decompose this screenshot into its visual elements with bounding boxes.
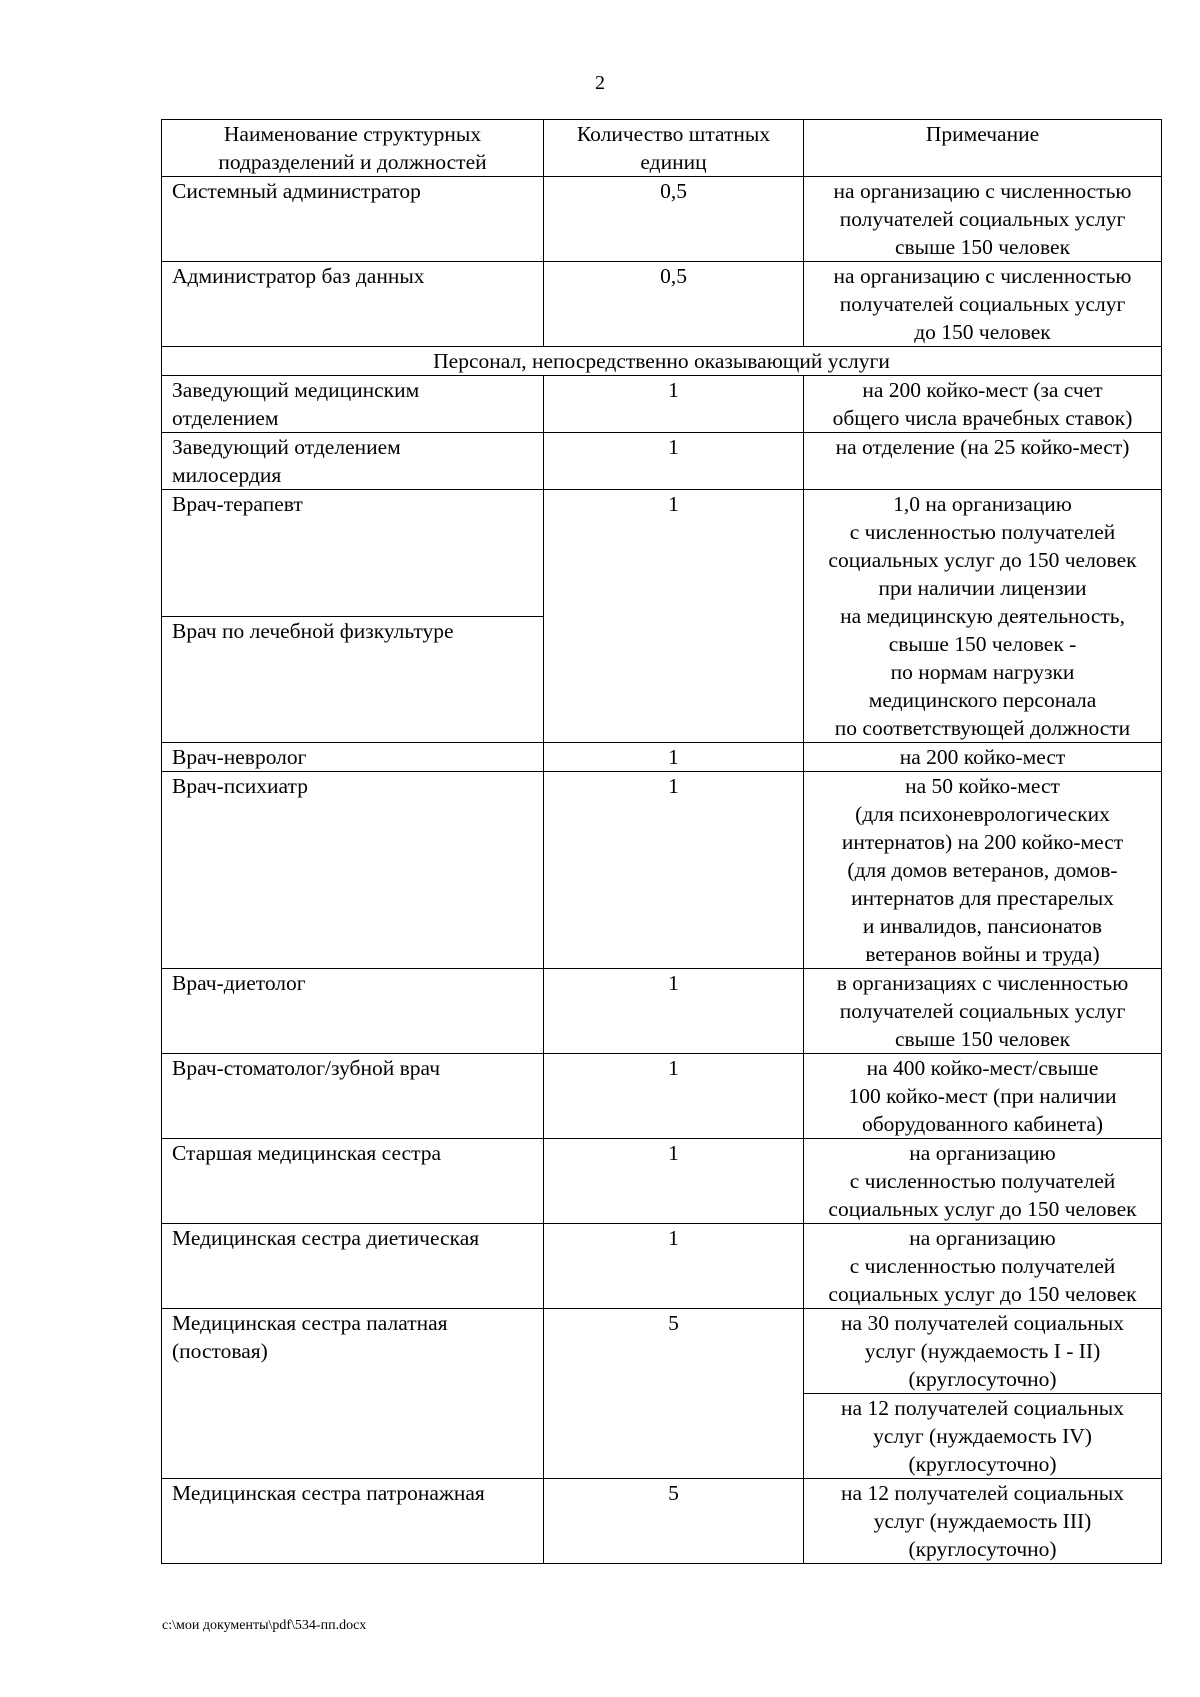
position-name-line: Врач-стоматолог/зубной врач bbox=[172, 1056, 441, 1080]
quantity-cell-line: 1 bbox=[668, 971, 679, 995]
quantity-cell-line: 1 bbox=[668, 774, 679, 798]
position-name-line: отделением bbox=[172, 406, 279, 430]
note-cell bbox=[804, 1479, 1162, 1564]
note-cell-line: на 12 получателей социальных bbox=[841, 1481, 1124, 1505]
note-cell-line: (для психоневрологических bbox=[855, 802, 1110, 826]
note-cell-line: свыше 150 человек - bbox=[888, 632, 1077, 656]
quantity-cell-line: 1 bbox=[668, 1226, 679, 1250]
position-name-line: Медицинская сестра патронажная bbox=[172, 1481, 485, 1505]
note-cell-line: на организацию bbox=[909, 1226, 1056, 1250]
note-cell bbox=[804, 1309, 1162, 1394]
header-note bbox=[804, 120, 1162, 177]
note-cell-line: до 150 человек bbox=[914, 320, 1051, 344]
header-note-line: Примечание bbox=[925, 122, 1040, 146]
quantity-cell-line: 1 bbox=[668, 492, 679, 516]
quantity-cell-line: 1 bbox=[668, 435, 679, 459]
note-cell-line: на 400 койко-мест/свыше bbox=[866, 1056, 1099, 1080]
quantity-cell bbox=[544, 1224, 804, 1309]
note-cell-line: на организацию с численностью bbox=[833, 179, 1132, 203]
note-cell-line: (круглосуточно) bbox=[908, 1452, 1057, 1476]
table-row bbox=[162, 1054, 1162, 1139]
note-cell-line: услуг (нуждаемость I - II) bbox=[864, 1339, 1101, 1363]
position-name bbox=[162, 1054, 544, 1139]
note-cell bbox=[804, 177, 1162, 262]
quantity-cell bbox=[544, 1309, 804, 1479]
table-row bbox=[162, 490, 1162, 617]
note-cell-line: с численностью получателей bbox=[849, 1169, 1116, 1193]
note-cell bbox=[804, 743, 1162, 772]
position-name bbox=[162, 177, 544, 262]
note-cell-line: на 200 койко-мест bbox=[899, 745, 1066, 769]
position-name bbox=[162, 376, 544, 433]
note-cell-line: на 200 койко-мест (за счет bbox=[862, 378, 1103, 402]
note-cell-line: социальных услуг до 150 человек bbox=[828, 1282, 1137, 1306]
note-cell-line: по нормам нагрузки bbox=[890, 660, 1075, 684]
position-name bbox=[162, 1224, 544, 1309]
position-name bbox=[162, 433, 544, 490]
quantity-cell bbox=[544, 969, 804, 1054]
note-cell-line: социальных услуг до 150 человек bbox=[828, 548, 1137, 572]
position-name-line: Старшая медицинская сестра bbox=[172, 1141, 442, 1165]
quantity-cell bbox=[544, 1054, 804, 1139]
table-header-row bbox=[162, 120, 1162, 177]
table-row bbox=[162, 969, 1162, 1054]
note-cell-line: получателей социальных услуг bbox=[839, 292, 1126, 316]
quantity-cell-line: 5 bbox=[668, 1481, 679, 1505]
position-name-line: милосердия bbox=[172, 463, 282, 487]
quantity-cell-line: 1 bbox=[668, 1056, 679, 1080]
note-cell-line: социальных услуг до 150 человек bbox=[828, 1197, 1137, 1221]
note-cell-line: услуг (нуждаемость IV) bbox=[873, 1424, 1092, 1448]
position-name-line: Администратор баз данных bbox=[172, 264, 425, 288]
table-row bbox=[162, 1479, 1162, 1564]
table-row bbox=[162, 1309, 1162, 1394]
note-cell-line: свыше 150 человек bbox=[894, 235, 1071, 259]
note-cell bbox=[804, 1139, 1162, 1224]
position-name-line: Заведующий отделением bbox=[172, 435, 401, 459]
position-name-line: Врач-психиатр bbox=[172, 774, 308, 798]
position-name bbox=[162, 969, 544, 1054]
note-cell bbox=[804, 1224, 1162, 1309]
quantity-cell-line: 0,5 bbox=[660, 179, 687, 203]
note-cell-line: общего числа врачебных ставок) bbox=[832, 406, 1133, 430]
position-name bbox=[162, 490, 544, 617]
note-cell-line: при наличии лицензии bbox=[878, 576, 1087, 600]
section-row bbox=[162, 347, 1162, 376]
note-cell-line: получателей социальных услуг bbox=[839, 999, 1126, 1023]
note-cell-line: на организацию bbox=[909, 1141, 1056, 1165]
quantity-cell bbox=[544, 262, 804, 347]
position-name bbox=[162, 616, 544, 743]
note-cell bbox=[804, 1054, 1162, 1139]
table-row bbox=[162, 177, 1162, 262]
note-cell-line: на организацию с численностью bbox=[833, 264, 1132, 288]
position-name-line: (постовая) bbox=[172, 1339, 268, 1363]
note-cell-line: получателей социальных услуг bbox=[839, 207, 1126, 231]
note-cell bbox=[804, 433, 1162, 490]
section-title: Персонал, непосредственно оказывающий услуги bbox=[162, 347, 1162, 376]
staffing-table bbox=[161, 119, 1162, 1564]
quantity-cell bbox=[544, 177, 804, 262]
note-cell bbox=[804, 490, 1162, 743]
note-cell bbox=[804, 1394, 1162, 1479]
quantity-cell bbox=[544, 490, 804, 743]
table-row bbox=[162, 772, 1162, 969]
position-name-line: Врач-диетолог bbox=[172, 971, 306, 995]
note-cell-line: интернатов) на 200 койко-мест bbox=[841, 830, 1124, 854]
position-name bbox=[162, 262, 544, 347]
note-cell-line: ветеранов войны и труда) bbox=[865, 942, 1100, 966]
note-cell-line: на 12 получателей социальных bbox=[841, 1396, 1124, 1420]
position-name-line: Врач-невролог bbox=[172, 745, 307, 769]
note-cell bbox=[804, 262, 1162, 347]
note-cell-line: в организациях с численностью bbox=[836, 971, 1129, 995]
position-name-line: Медицинская сестра палатная bbox=[172, 1311, 448, 1335]
position-name bbox=[162, 1139, 544, 1224]
note-cell-line: 1,0 на организацию bbox=[893, 492, 1072, 516]
note-cell-line: оборудованного кабинета) bbox=[861, 1112, 1104, 1136]
note-cell bbox=[804, 969, 1162, 1054]
note-cell-line: (для домов ветеранов, домов- bbox=[847, 858, 1118, 882]
note-cell-line: свыше 150 человек bbox=[894, 1027, 1071, 1051]
position-name bbox=[162, 1309, 544, 1479]
quantity-cell-line: 5 bbox=[668, 1311, 679, 1335]
note-cell-line: с численностью получателей bbox=[849, 520, 1116, 544]
quantity-cell bbox=[544, 772, 804, 969]
position-name-line: Врач по лечебной физкультуре bbox=[172, 618, 454, 643]
note-cell-line: на 50 койко-мест bbox=[905, 774, 1060, 798]
note-cell-line: услуг (нуждаемость III) bbox=[873, 1509, 1092, 1533]
quantity-cell-line: 1 bbox=[668, 378, 679, 402]
note-cell-line: (круглосуточно) bbox=[908, 1537, 1057, 1561]
quantity-cell-line: 1 bbox=[668, 1141, 679, 1165]
file-path-footer: c:\мои документы\pdf\534-пп.docx bbox=[162, 1618, 367, 1633]
position-name-line: Системный администратор bbox=[172, 179, 421, 203]
table-row bbox=[162, 376, 1162, 433]
table-row bbox=[162, 1224, 1162, 1309]
table-row bbox=[162, 743, 1162, 772]
position-name-line: Врач-терапевт bbox=[172, 492, 303, 516]
note-cell-line: интернатов для престарелых bbox=[851, 886, 1114, 910]
note-cell-line: на отделение (на 25 койко-мест) bbox=[835, 435, 1130, 459]
note-cell-line: и инвалидов, пансионатов bbox=[862, 914, 1103, 938]
note-cell-line: (круглосуточно) bbox=[908, 1367, 1057, 1391]
header-quantity-line: Количество штатных bbox=[576, 122, 771, 146]
table-row bbox=[162, 262, 1162, 347]
quantity-cell bbox=[544, 1479, 804, 1564]
quantity-cell bbox=[544, 1139, 804, 1224]
note-cell-line: с численностью получателей bbox=[849, 1254, 1116, 1278]
position-name bbox=[162, 772, 544, 969]
note-cell-line: по соответствующей должности bbox=[834, 716, 1131, 740]
quantity-cell-line: 1 bbox=[668, 745, 679, 769]
header-name bbox=[162, 120, 544, 177]
note-cell-line: 100 койко-мест (при наличии bbox=[848, 1084, 1117, 1108]
note-cell bbox=[804, 772, 1162, 969]
header-name-line: подразделений и должностей bbox=[218, 150, 487, 174]
quantity-cell bbox=[544, 743, 804, 772]
header-name-line: Наименование структурных bbox=[223, 122, 482, 146]
table-row bbox=[162, 1139, 1162, 1224]
note-cell-line: медицинского персонала bbox=[868, 688, 1097, 712]
quantity-cell-line: 0,5 bbox=[660, 264, 687, 288]
position-name bbox=[162, 743, 544, 772]
position-name bbox=[162, 1479, 544, 1564]
position-name-line: Заведующий медицинским bbox=[172, 378, 420, 402]
table-row bbox=[162, 433, 1162, 490]
quantity-cell bbox=[544, 376, 804, 433]
note-cell bbox=[804, 376, 1162, 433]
note-cell-line: на 30 получателей социальных bbox=[841, 1311, 1124, 1335]
page-number: 2 bbox=[595, 72, 605, 94]
note-cell-line: на медицинскую деятельность, bbox=[840, 604, 1125, 628]
position-name-line: Медицинская сестра диетическая bbox=[172, 1226, 480, 1250]
header-quantity-line: единиц bbox=[640, 150, 707, 174]
header-quantity bbox=[544, 120, 804, 177]
quantity-cell bbox=[544, 433, 804, 490]
